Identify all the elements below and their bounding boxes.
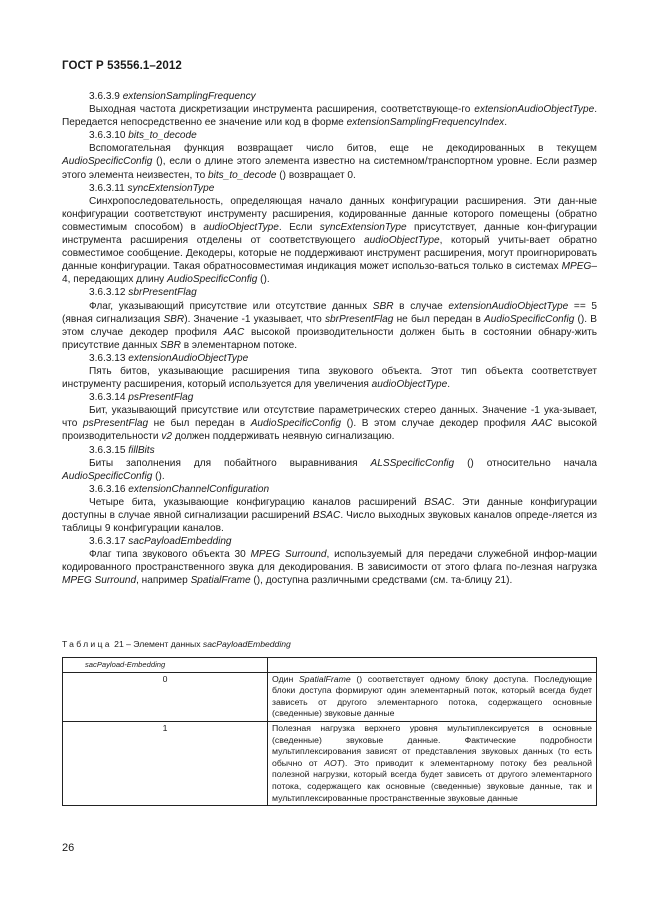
table-cell-description xyxy=(268,721,597,805)
text-run: fillBits xyxy=(128,444,155,456)
text-run: MPEG xyxy=(561,261,592,273)
section-heading-3-6-3-13 xyxy=(62,352,597,365)
text-run: MPEG Surround xyxy=(62,575,137,587)
text-run: Флаг типа звукового объекта 30 xyxy=(89,549,251,561)
text-run: AAC xyxy=(223,326,245,338)
text-run: audioObjectType xyxy=(203,221,279,233)
text-run: 3.6.3.17 xyxy=(89,536,129,548)
table-cell-description xyxy=(268,672,597,721)
text-run: extensionAudioObjectType xyxy=(448,300,569,312)
table-header-cell: sacPayload-Embedding xyxy=(63,658,268,673)
section-heading-3-6-3-9 xyxy=(62,90,597,103)
paragraph xyxy=(62,548,597,587)
text-run: 3.6.3.11 xyxy=(89,182,128,194)
section-heading-3-6-3-10 xyxy=(62,129,597,142)
paragraph xyxy=(62,404,597,443)
text-run: sacPayloadEmbedding xyxy=(128,536,232,548)
text-run: . Передается непосредственно ее значение или код в форме xyxy=(62,104,597,129)
text-run: SpatialFrame xyxy=(298,673,351,684)
text-run: (). xyxy=(257,274,270,286)
text-run: . Число выходных звуковых каналов опреде-ляется из таблицы 9 конфигурации каналов. xyxy=(62,510,597,535)
text-run: , используемый для передачи служебной инфор-мации кодированного пространственного звука для декодирования. В зависимости от этого флага по-лезная нагрузка xyxy=(62,549,597,574)
paragraph xyxy=(62,365,597,391)
text-run: Бит, указывающий присутствие или отсутствие параметрических стерео данных. Значение -1 ука-зывает, что xyxy=(62,405,597,430)
text-run: BSAC xyxy=(312,510,341,521)
text-run: MPEG Surround xyxy=(250,549,327,561)
text-run: (). xyxy=(152,470,165,482)
section-heading-3-6-3-14 xyxy=(62,391,597,404)
text-run: 3.6.3.13 xyxy=(89,352,129,364)
text-run: 3.6.3.16 xyxy=(89,483,129,495)
text-run: () относительно начала xyxy=(454,457,597,469)
text-run: ). Значение -1 указывает, что xyxy=(184,313,325,325)
text-run: высокой производительности должен быть в состоянии обнару-жить присутствие данных xyxy=(62,326,597,351)
text-run: () соответствует одному блоку доступа. Последующие блоки доступа формируют один элементарный поток, который всегда будет зависеть от другого элементарного потока, содержащего основные (сведенные) звуковые данные xyxy=(272,673,593,719)
paragraph xyxy=(62,457,597,483)
text-run: Биты заполнения для побайтного выравнивания xyxy=(89,457,371,469)
text-run: sbrPresentFlag xyxy=(324,313,394,325)
text-run: AudioSpecificConfig xyxy=(62,470,153,482)
text-run: syncExtensionType xyxy=(319,221,407,233)
text-run: Полезная нагрузка верхнего уровня мультиплексируется в основные (сведенные) звуковые данные. Фактические подробности мультиплексирования зависят от представления звуковых данных (то есть обычно от xyxy=(272,722,592,768)
text-run: Флаг, указывающий присутствие или отсутствие данных xyxy=(89,300,373,312)
data-table xyxy=(62,657,597,806)
text-run: Пять битов, указывающие расширения типа звукового объекта. Этот тип объекта соответствует инструменту расширения, который используется для увеличения xyxy=(62,365,597,391)
document-header: ГОСТ Р 53556.1–2012 xyxy=(62,60,182,72)
text-run: Выходная частота дискретизации инструмента расширения, соответствующе-го xyxy=(89,104,475,116)
text-run: , например xyxy=(136,575,191,587)
text-run: (), если о длине этого элемента известно на системном/транспортном уровне. Если размер этого элемента неизвестен, то xyxy=(62,156,597,181)
paragraph xyxy=(62,103,597,129)
text-run: sbrPresentFlag xyxy=(128,287,197,299)
table-header-cell-empty xyxy=(268,658,597,673)
text-run: extensionSamplingFrequencyIndex xyxy=(346,117,505,129)
text-run: в элементарном потоке. xyxy=(180,339,298,351)
text-run: psPresentFlag xyxy=(82,418,149,430)
text-run: Четыре бита, указывающие конфигурацию каналов расширений xyxy=(89,496,425,508)
text-run: == 5 (явная сигнализация xyxy=(62,300,597,325)
text-run: ). Это приводит к элементарному потоку без реальной полезной нагрузки, который всегда будет зависеть от другого элементарного потока, содержащего как основные (сведенные) звуковые данные, так и мультиплексированные пространственные звуковые данные xyxy=(272,757,592,803)
text-run: не был передан в xyxy=(393,313,484,325)
text-run: должен поддерживать неявную сигнализацию. xyxy=(172,431,395,443)
text-run: SBR xyxy=(160,339,181,351)
text-run: 3.6.3.12 xyxy=(89,287,129,299)
table-caption-name: sacPayloadEmbedding xyxy=(202,639,291,649)
text-run: 3.6.3.9 xyxy=(89,91,123,102)
text-run: audioObjectType xyxy=(371,379,448,391)
table-row xyxy=(63,721,597,805)
text-run: . Если xyxy=(278,221,320,233)
text-run: (), доступна различными средствами (см. та-блицу 21). xyxy=(250,575,513,587)
text-run: bits_to_decode xyxy=(208,169,277,181)
table-caption xyxy=(62,639,291,649)
section-heading-3-6-3-12 xyxy=(62,286,597,299)
text-run: extensionChannelConfiguration xyxy=(128,483,270,495)
text-run: AudioSpecificConfig xyxy=(167,274,258,286)
text-run: AudioSpecificConfig xyxy=(484,313,575,325)
section-heading-3-6-3-11 xyxy=(62,182,597,195)
page-number: 26 xyxy=(62,842,75,854)
text-run: ALSSpecificConfig xyxy=(370,457,455,469)
text-run: . Эти данные конфигурации доступны в случае явной сигнализации расширений xyxy=(62,496,597,521)
text-run: bits_to_decode xyxy=(128,130,197,142)
text-run: присутствует, данные кон-фигурации инструмента расширения отделены от соответствующего xyxy=(62,221,598,247)
text-run: syncExtensionType xyxy=(127,182,215,194)
table-caption-text: 21 – Элемент данных xyxy=(111,639,203,649)
paragraph xyxy=(62,496,597,535)
text-run: SBR xyxy=(163,313,185,325)
text-run: psPresentFlag xyxy=(128,392,194,404)
text-run: AudioSpecificConfig xyxy=(250,418,342,430)
text-run: () возвращает 0. xyxy=(276,169,356,181)
text-run: 3.6.3.15 xyxy=(89,444,129,456)
text-run: 3.6.3.10 xyxy=(89,130,129,142)
table-caption-prefix: Таблица xyxy=(62,639,112,649)
section-heading-3-6-3-16 xyxy=(62,483,597,496)
text-run: AOT xyxy=(324,757,343,768)
paragraph xyxy=(62,300,597,352)
text-run: v2 xyxy=(161,431,173,443)
section-heading-3-6-3-15 xyxy=(62,444,597,457)
text-run: , который учиты-вает обратно совместимое сообщение. Декодеры, которые не поддерживают инструмент расширения, могут проигнорировать данные конфигурации. Такая обратносовместимая индикация может использо-ваться только в системах xyxy=(62,235,597,273)
text-run: audioObjectType xyxy=(364,235,440,247)
text-run: высокой производительности xyxy=(62,418,598,443)
text-run: extensionSamplingFrequency xyxy=(122,91,256,102)
text-run: не был передан в xyxy=(148,418,251,430)
text-run: extensionAudioObjectType xyxy=(128,352,249,364)
text-run: в случае xyxy=(393,300,449,312)
section-heading-3-6-3-17 xyxy=(62,535,597,548)
text-run: extensionAudioObjectType xyxy=(474,104,595,116)
text-run: Синхропоследовательность, определяющая начало данных конфигурации расширения. Эти дан-ные конфигурации соответствуют инструменту расширения, кодированные данные которого помещены (обратно совместимым способом) в xyxy=(62,195,597,233)
text-run: . xyxy=(447,379,451,391)
table-header-row xyxy=(63,658,597,673)
table-row xyxy=(63,672,597,721)
text-run: Вспомогательная функция возвращает число битов, еще не декодированных в текущем xyxy=(89,143,597,155)
text-run: AAC xyxy=(531,418,553,430)
text-run: 3.6.3.14 xyxy=(89,392,129,404)
document-body xyxy=(62,90,597,588)
text-run: . xyxy=(504,117,508,129)
text-run: Один xyxy=(272,673,299,684)
text-run: BSAC xyxy=(424,496,452,508)
text-run: (). В этом случае декодер профиля xyxy=(62,313,597,338)
table-cell-value: 1 xyxy=(63,721,268,805)
text-run: AudioSpecificConfig xyxy=(62,156,153,168)
table-cell-value: 0 xyxy=(63,672,268,721)
paragraph xyxy=(62,195,597,287)
text-run: (). В этом случае декодер профиля xyxy=(341,418,532,430)
text-run: SBR xyxy=(372,300,394,312)
text-run: –4, передающих длину xyxy=(62,261,597,286)
paragraph xyxy=(62,142,597,181)
text-run: SpatialFrame xyxy=(190,575,251,587)
